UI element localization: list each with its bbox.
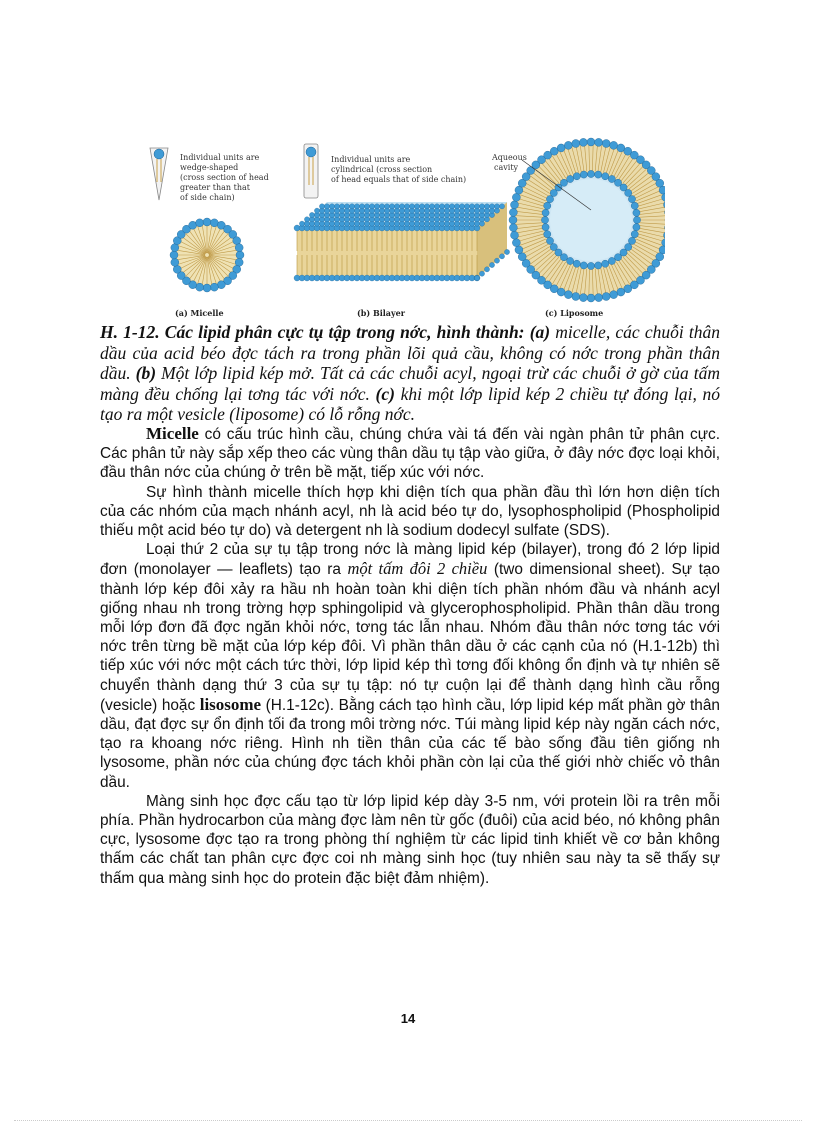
caption-b-mark: (b)	[135, 363, 157, 383]
term-lisosome: lisosome	[199, 694, 262, 714]
lipid-aggregates-figure	[145, 130, 665, 320]
micelle-note-5: of side chain)	[180, 193, 235, 202]
micelle-note-3: (cross section of head	[180, 173, 269, 182]
page-bottom-rule	[14, 1120, 802, 1121]
paragraph-bilayer-italic: một tấm đôi 2 chiều	[347, 559, 488, 579]
caption-b-text: Một lớp lipid kép mở. Tất cả các chuỗi acyl, ngoại trừ các chuỗi ở gờ của tấm màng đều chống lại tơng tác với nớc.	[100, 363, 721, 404]
figure-drawing	[145, 130, 665, 320]
bilayer-diagram	[294, 202, 510, 281]
aqueous-label-2: cavity	[494, 163, 519, 172]
figure-caption	[100, 322, 720, 425]
panel-b-label: (b) Bilayer	[357, 308, 405, 318]
liposome-diagram	[509, 138, 665, 302]
micelle-note-2: wedge-shaped	[180, 163, 239, 172]
wedge-unit-icon	[150, 148, 168, 200]
paragraph-bilayer	[100, 540, 720, 792]
body-text	[100, 424, 720, 888]
paragraph-micelle-formation: Sự hình thành micelle thích hợp khi diện tích qua phần đầu thì lớn hơn diện tích của các nhóm của mạch nhánh acyl, nh là acid béo tự do, lysophospholipid (Phospholipid thiếu một acid béo tự do) và detergent nh là sodium dodecyl sulfate (SDS).	[100, 483, 720, 540]
caption-c-text: khi một lớp lipid kép 2 chiều tự đóng lại, nó tạo ra một vesicle (liposome) có lỗ rỗng nớc.	[100, 383, 720, 424]
term-micelle: Micelle	[146, 424, 199, 443]
caption-a-text: micelle, các chuỗi thân dầu của acid béo đợc tách ra trong phần lõi quả cầu, không có nớc trong phần thân dầu.	[100, 322, 721, 383]
aqueous-label-1: Aqueous	[492, 153, 527, 162]
caption-label: H. 1-12. Các lipid phân cực tụ tập trong nớc, hình thành:	[100, 322, 525, 342]
paragraph-micelle-text: có cấu trúc hình cầu, chúng chứa vài tá đến vài ngàn phân tử phân cực. Các phân tử này sắp xếp theo các vùng thân dầu tụ tập vào giữa, ở đây nớc đợc loại khỏi, đầu thân nớc của chúng ở trên bề mặt, tiếp xúc với nớc.	[100, 426, 720, 482]
micelle-note-1: Individual units are	[180, 153, 260, 162]
paragraph-bilayer-text-a: Loại thứ 2 của sự tụ tập trong nớc là màng lipid kép (bilayer), trong đó 2 lớp lipid đơn (monolayer — leaflets) tạo ra	[100, 541, 720, 579]
panel-a-label: (a) Micelle	[175, 308, 224, 318]
page-number: 14	[400, 1011, 416, 1026]
paragraph-bilayer-text-b: (two dimensional sheet). Sự tạo thành lớp kép đôi xảy ra hầu nh hoàn toàn khi diện tích phần nhóm đầu và nhánh acyl giống nhau nh trong trờng hợp sphingolipid và glycerophospholipid. Phần thân dầu trong mỗi lớp đơn đã đợc ngăn khỏi nớc, tơng tác lẫn nhau. Nhóm đầu thân nớc tơng tác với nớc trên từng bề mặt của lớp kép đôi. Vì phần thân dầu ở các cạnh của nó (H.1-12b) thì tiếp xúc với nớc một cách tức thời, lớp lipid kép thì tơng đối không ổn định và tự nhiên sẽ chuyển thành dạng thứ 3 của sự tụ tập: nó tự cuộn lại để thành dạng hình cầu rỗng (vesicle) hoặc	[100, 561, 720, 714]
paragraph-membrane: Màng sinh học đợc cấu tạo từ lớp lipid kép dày 3-5 nm, với protein lồi ra trên mỗi phía. Phần hydrocarbon của màng đợc làm nên từ gốc (đuôi) của acid béo, nó không phân cực, lysosome đợc tạo ra trong phòng thí nghiệm từ các lipid tinh khiết về cơ bản không thấm các chất tan phân cực đợc coi nh màng sinh học (tuy nhiên sau này ta sẽ thấy sự thấm qua màng sinh học do protein đặc biệt đảm nhiệm).	[100, 792, 720, 887]
bilayer-note-1: Individual units are	[331, 155, 411, 164]
micelle-note-4: greater than that	[180, 183, 250, 192]
micelle-diagram	[170, 218, 244, 292]
bilayer-note-2: cylindrical (cross section	[331, 165, 433, 174]
paragraph-bilayer-text-c: (H.1-12c). Bằng cách tạo hình cầu, lớp lipid kép mất phần gờ thân dầu, đạt đợc sự ổn định tối đa trong môi trờng nớc. Túi màng lipid kép này ngăn cách nớc, tạo ra khoang nớc riêng. Hình nh tiền thân của các tế bào sống đầu tiên giống nh lysosome, phần nớc của chúng đợc tách khỏi phần còn lại của thế giới nhờ chiếc vỏ thân dầu.	[100, 696, 720, 791]
caption-c-mark: (c)	[375, 383, 395, 404]
cylinder-unit-icon	[304, 144, 318, 198]
panel-c-label: (c) Liposome	[545, 308, 604, 318]
caption-a-mark: (a)	[529, 322, 551, 342]
paragraph-micelle	[100, 424, 720, 483]
bilayer-note-3: of head equals that of side chain)	[331, 175, 467, 184]
